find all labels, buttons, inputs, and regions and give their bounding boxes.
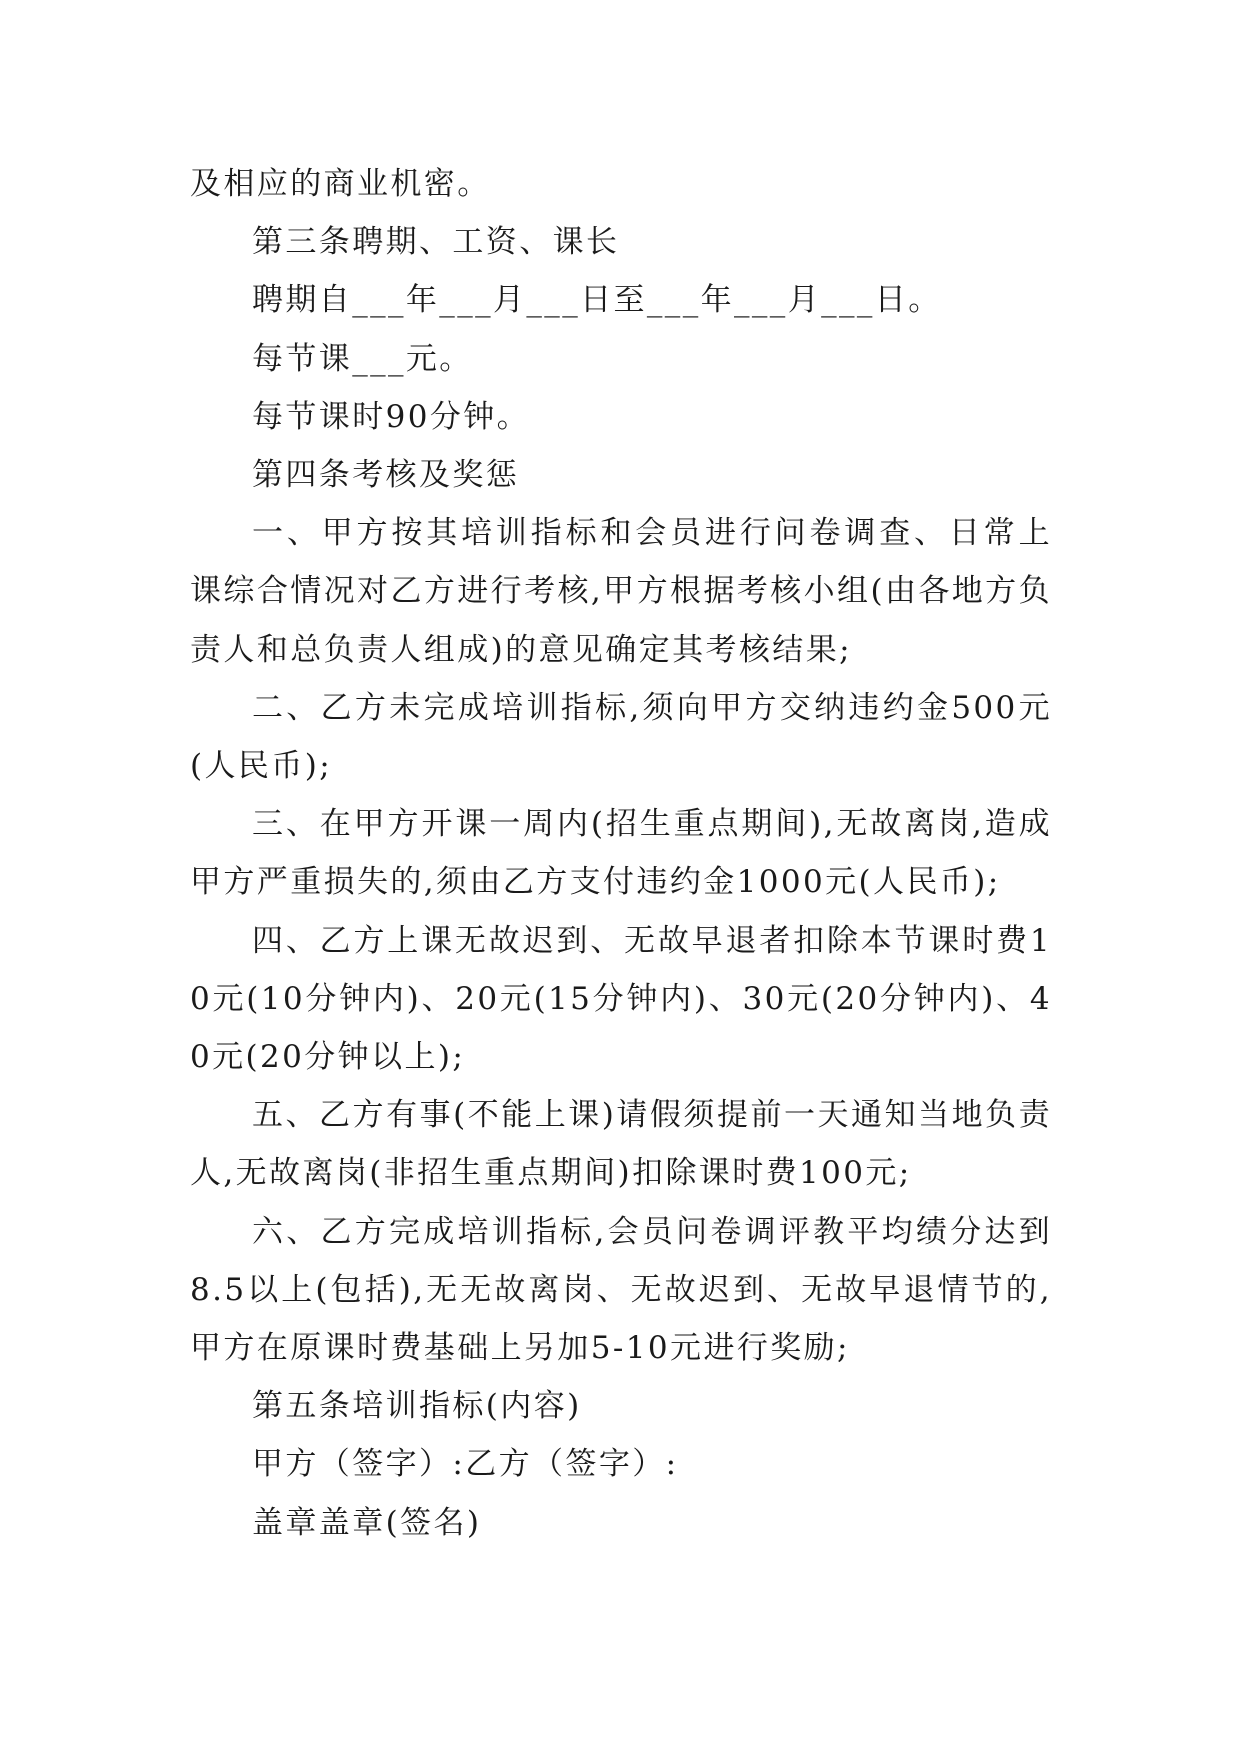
- seal-line: 盖章盖章(签名): [252, 1504, 482, 1541]
- paragraph-assessment-item-1: 一、甲方按其培训指标和会员进行问卷调查、日常上课综合情况对乙方进行考核,甲方根据考核小组(由各地方负责人和总负责人组成)的意见确定其考核结果;: [190, 515, 1052, 668]
- paragraph-fee-per-lesson: 每节课___元。: [252, 340, 473, 377]
- paragraph-lesson-duration: 每节课时90分钟。: [252, 398, 531, 435]
- heading-article-four: 第四条考核及奖惩: [252, 457, 520, 494]
- paragraph-employment-period: 聘期自___年___月___日至___年___月___日。: [252, 282, 942, 319]
- document-body: [190, 155, 1052, 1552]
- heading-article-five: 第五条培训指标(内容): [252, 1388, 582, 1425]
- paragraph-assessment-item-2: 二、乙方未完成培训指标,须向甲方交纳违约金500元(人民币);: [190, 689, 1052, 785]
- paragraph-assessment-item-4: 四、乙方上课无故迟到、无故早退者扣除本节课时费10元(10分钟内)、20元(15分钟内)、30元(20分钟内)、40元(20分钟以上);: [190, 922, 1052, 1076]
- signature-line: 甲方（签字）:乙方（签字）:: [252, 1446, 679, 1483]
- paragraph-assessment-item-6: 六、乙方完成培训指标,会员问卷调评教平均绩分达到8.5以上(包括),无无故离岗、无故迟到、无故早退情节的,甲方在原课时费基础上另加5-10元进行奖励;: [190, 1213, 1052, 1367]
- paragraph-assessment-item-3: 三、在甲方开课一周内(招生重点期间),无故离岗,造成甲方严重损失的,须由乙方支付违约金1000元(人民币);: [190, 806, 1052, 901]
- paragraph-trade-secrets-continued: 及相应的商业机密。: [190, 166, 491, 202]
- paragraph-assessment-item-5: 五、乙方有事(不能上课)请假须提前一天通知当地负责人,无故离岗(非招生重点期间)扣除课时费100元;: [190, 1097, 1052, 1192]
- heading-article-three: 第三条聘期、工资、课长: [252, 224, 620, 261]
